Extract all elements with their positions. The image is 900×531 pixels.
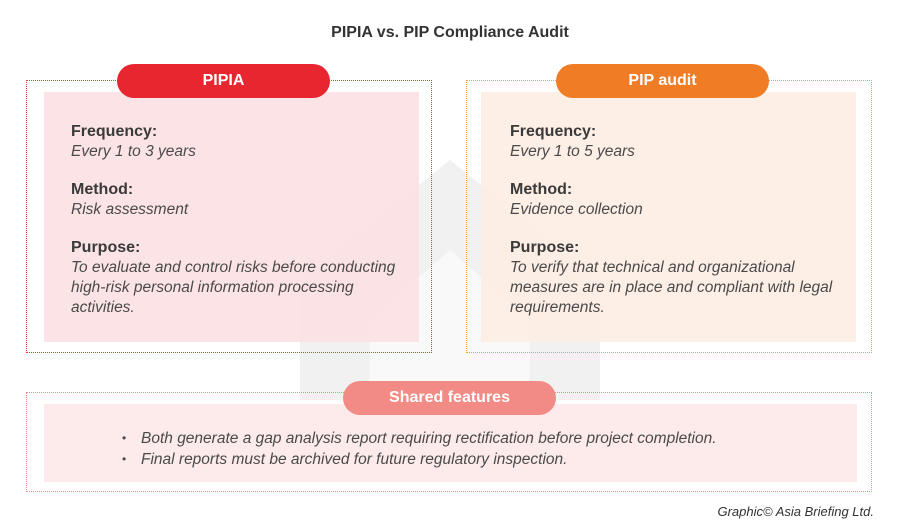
- bullet-icon: •: [122, 452, 127, 466]
- pip-audit-purpose-value: To verify that technical and organizational measures are in place and compliant with legal requirements.: [510, 259, 833, 316]
- pip-audit-frequency-value: Every 1 to 5 years: [510, 143, 635, 160]
- pipia-method: [71, 180, 411, 220]
- pipia-frequency-value: Every 1 to 3 years: [71, 143, 196, 160]
- pipia-purpose-label: Purpose:: [71, 239, 141, 256]
- pipia-frequency: [71, 122, 411, 162]
- credit-text: Graphic© Asia Briefing Ltd.: [717, 504, 874, 519]
- pip-audit-frequency-label: Frequency:: [510, 123, 597, 140]
- list-item: [122, 428, 842, 449]
- pip-audit-header: PIP audit: [556, 64, 769, 98]
- list-item: [122, 449, 842, 470]
- pip-audit-method-label: Method:: [510, 181, 573, 198]
- pipia-purpose-value: To evaluate and control risks before conducting high-risk personal information processing activities.: [71, 259, 396, 316]
- pip-audit-content: [510, 122, 850, 336]
- shared-features-header: Shared features: [343, 381, 556, 415]
- page-title: PIPIA vs. PIP Compliance Audit: [331, 24, 569, 41]
- list-item-text: Both generate a gap analysis report requiring rectification before project completion.: [141, 430, 717, 447]
- pipia-header: PIPIA: [117, 64, 330, 98]
- pipia-method-label: Method:: [71, 181, 134, 198]
- pipia-method-value: Risk assessment: [71, 201, 189, 218]
- pip-audit-method: [510, 180, 850, 220]
- pip-audit-method-value: Evidence collection: [510, 201, 643, 218]
- pip-audit-frequency: [510, 122, 850, 162]
- pip-audit-purpose: [510, 238, 850, 318]
- pip-audit-purpose-label: Purpose:: [510, 239, 580, 256]
- pipia-content: [71, 122, 411, 336]
- bullet-icon: •: [122, 431, 127, 445]
- shared-features-list: [122, 428, 842, 470]
- pipia-purpose: [71, 238, 411, 318]
- list-item-text: Final reports must be archived for future regulatory inspection.: [141, 451, 568, 468]
- pipia-frequency-label: Frequency:: [71, 123, 158, 140]
